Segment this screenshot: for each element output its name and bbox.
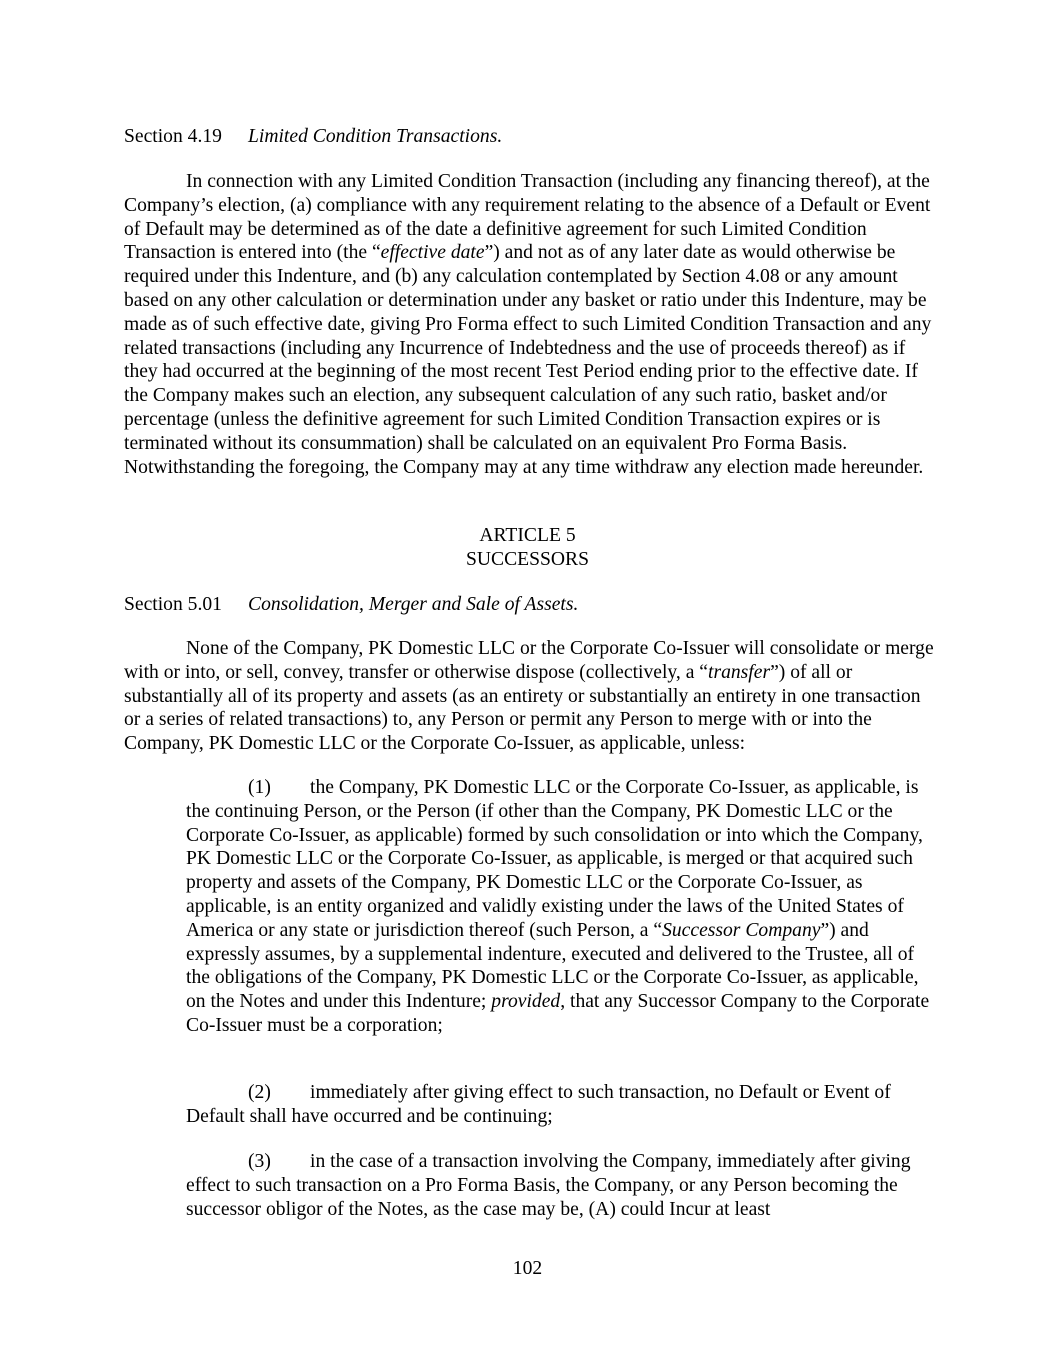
list-text: , that any Successor Company to the Corporate Co-Issuer must be a corporation; bbox=[186, 991, 930, 1036]
list-marker: (3) bbox=[248, 1151, 271, 1172]
section-title: Limited Condition Transactions. bbox=[248, 126, 503, 147]
body-text: In connection with any Limited Condition Transaction (including any financing thereof), at the Company’s election, (a) compliance with any requirement relating to the absence of a Default or Event of Default may be determined as of the date a definitive agreement for such Limited Condition Transaction is entered into (the “ bbox=[124, 171, 931, 264]
list-item-2 bbox=[186, 1081, 934, 1129]
section-5-01-body bbox=[124, 637, 934, 756]
list-text: in the case of a transaction involving the Company, immediately after giving effect to such transaction on a Pro Forma Basis, the Company, or any Person becoming the successor obligor of the Notes, as the case may be, (A) could Incur at least bbox=[186, 1151, 911, 1220]
defined-term: effective date bbox=[380, 242, 485, 264]
section-4-19-body bbox=[124, 170, 934, 479]
defined-term: provided bbox=[491, 991, 561, 1013]
body-text: ”) of all or substantially all of its property and assets (as an entirety or substantially an entirety in one transaction or a series of related transactions) to, any Person or permit any Person to merge with or into the Company, PK Domestic LLC or the Corporate Co-Issuer, as applicable, unless: bbox=[124, 661, 921, 755]
list-text: ”) and expressly assumes, by a supplemental indenture, executed and delivered to the Trustee, all of the obligations of the Company, PK Domestic LLC or the Corporate Co-Issuer, as applicable, on the Notes and under this Indenture; bbox=[186, 919, 919, 1013]
section-number: Section 5.01 bbox=[124, 594, 222, 615]
body-text: None of the Company, PK Domestic LLC or the Corporate Co-Issuer will consolidate or merge with or into, or sell, convey, transfer or otherwise dispose (collectively, a “ bbox=[124, 638, 934, 683]
list-text: immediately after giving effect to such transaction, no Default or Event of Default shall have occurred and be continuing; bbox=[186, 1082, 891, 1127]
defined-term: Successor Company bbox=[662, 919, 821, 941]
list-marker: (2) bbox=[248, 1082, 271, 1103]
body-text: ”) and not as of any later date as would otherwise be required under this Indenture, and (b) any calculation contemplated by Section 4.08 or any amount based on any other calculation or determination under any basket or ratio under this Indenture, may be made as of such effective date, giving Pro Forma effect to such Limited Condition Transaction and any related transactions (including any Incurrence of Indebtedness and the use of proceeds thereof) as if they had occurred at the beginning of the most recent Test Period ending prior to the effective date. If the Company makes such an election, any subsequent calculation of any such ratio, basket and/or percentage (unless the definitive agreement for such Limited Condition Transaction expires or is terminated without its consummation) shall be calculated on an equivalent Pro Forma Basis. Notwithstanding the foregoing, the Company may at any time withdraw any election made hereunder. bbox=[124, 242, 932, 478]
list-item-1 bbox=[186, 776, 934, 1038]
section-number: Section 4.19 bbox=[124, 126, 222, 147]
article-title: SUCCESSORS bbox=[465, 549, 590, 570]
list-text: the Company, PK Domestic LLC or the Corporate Co-Issuer, as applicable, is the continuing Person, or the Person (if other than the Company, PK Domestic LLC or the Corporate Co-Issuer, as applicable) formed by such consolidation or into which the Company, PK Domestic LLC or the Corporate Co-Issuer, as applicable, is merged or that acquired such property and assets of the Company, PK Domestic LLC or the Corporate Co-Issuer, as applicable, is an entity organized and validly existing under the laws of the United States of America or any state or jurisdiction thereof (such Person, a “ bbox=[186, 777, 923, 941]
article-number: ARTICLE 5 bbox=[479, 525, 576, 546]
list-item-3 bbox=[186, 1150, 934, 1221]
defined-term: transfer bbox=[708, 661, 771, 683]
list-marker: (1) bbox=[248, 777, 271, 798]
section-title: Consolidation, Merger and Sale of Assets. bbox=[248, 594, 579, 615]
section-4-19-heading bbox=[124, 125, 502, 149]
section-5-01-heading bbox=[124, 593, 578, 617]
page-number: 102 bbox=[512, 1258, 543, 1279]
